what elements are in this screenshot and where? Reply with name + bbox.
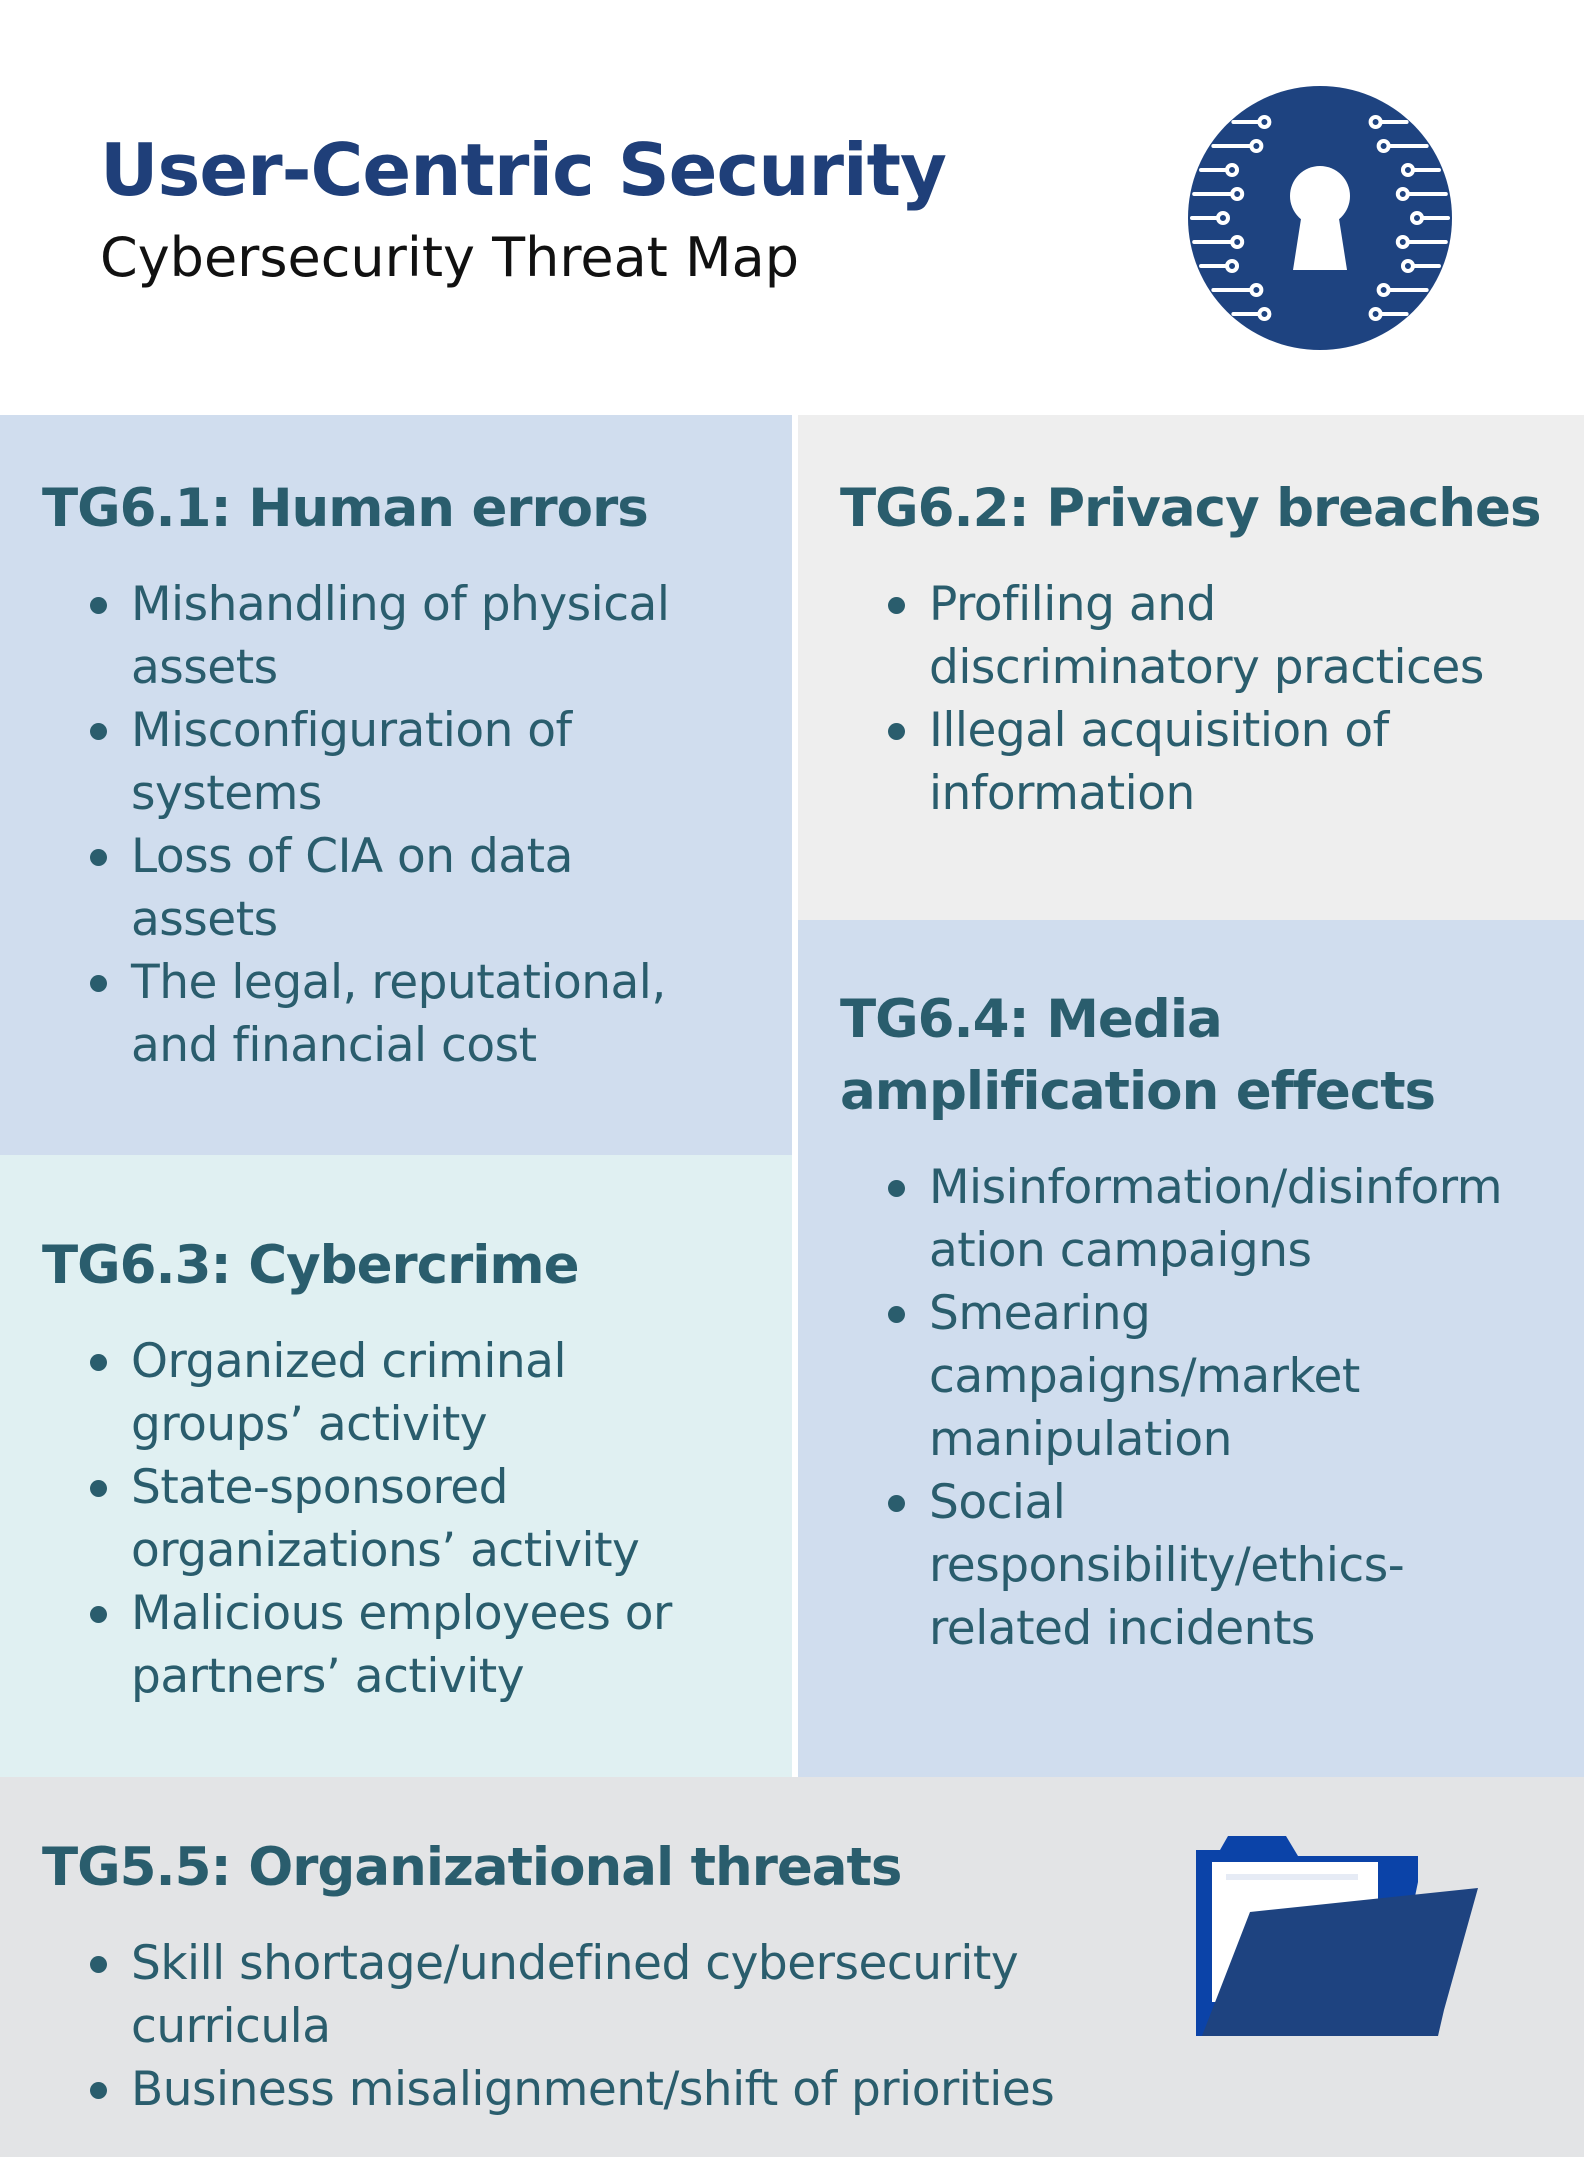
list-item: Mishandling of physical assets — [42, 573, 732, 699]
page-title: User-Centric Security — [100, 128, 946, 212]
page-subtitle: Cybersecurity Threat Map — [100, 226, 799, 289]
list-item: State-sponsored organizations’ activity — [42, 1456, 732, 1582]
panel-title: TG5.5: Organizational threats — [42, 1837, 902, 1898]
list-item: Organized criminal groups’ activity — [42, 1330, 732, 1456]
keyhole-circuit-globe-icon — [1186, 84, 1454, 352]
list-item: Misinformation/disinformation campaigns — [840, 1156, 1530, 1282]
list-item: The legal, reputational, and financial cost — [42, 951, 732, 1077]
list-item: Malicious employees or partners’ activity — [42, 1582, 732, 1708]
list-item: Illegal acquisition of information — [840, 699, 1530, 825]
panel-tg6-4-media-amplification — [798, 920, 1584, 1777]
list-item: Misconfiguration of systems — [42, 699, 732, 825]
panel-tg6-3-cybercrime — [0, 1155, 792, 1777]
threat-list — [42, 1932, 1142, 2121]
panel-tg6-2-privacy-breaches — [798, 415, 1584, 920]
list-item: Loss of CIA on data assets — [42, 825, 732, 951]
threat-list — [42, 1330, 732, 1708]
panel-tg6-1-human-errors — [0, 415, 792, 1155]
panel-title: TG6.1: Human errors — [42, 478, 648, 539]
panel-title: TG6.4: Media amplification effects — [840, 989, 1436, 1122]
threat-list — [840, 573, 1530, 825]
header — [0, 0, 1584, 415]
panel-title: TG6.3: Cybercrime — [42, 1235, 579, 1296]
panel-title: TG6.2: Privacy breaches — [840, 478, 1541, 539]
list-item: Business misalignment/shift of priorities — [42, 2058, 1142, 2121]
list-item: Social responsibility/ethics-related incidents — [840, 1471, 1530, 1660]
list-item: Smearing campaigns/market manipulation — [840, 1282, 1530, 1471]
folder-icon — [1190, 1822, 1480, 2044]
list-item: Profiling and discriminatory practices — [840, 573, 1530, 699]
list-item: Skill shortage/undefined cybersecurity curricula — [42, 1932, 1142, 2058]
threat-list — [42, 573, 732, 1077]
threat-list — [840, 1156, 1530, 1660]
